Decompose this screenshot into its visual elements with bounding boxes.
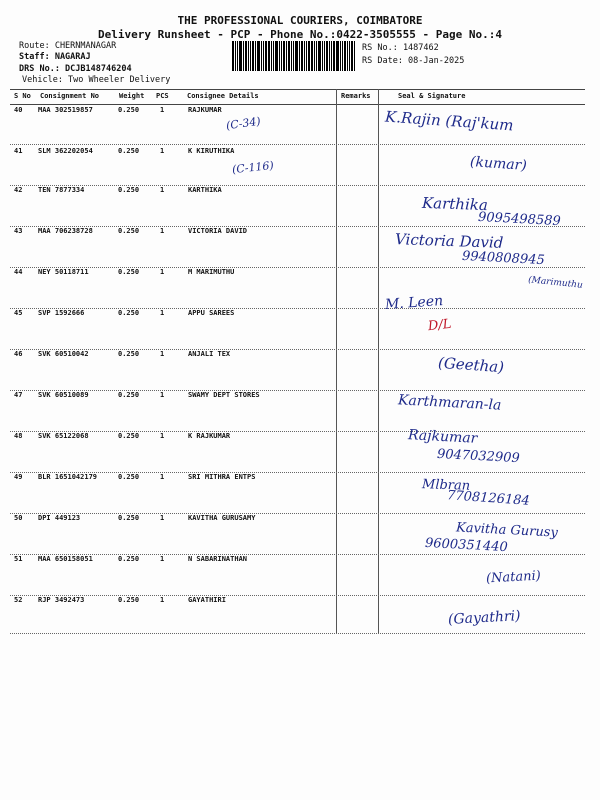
handwritten-phone: 9940808945 (461, 248, 546, 269)
row-weight: 0.250 (118, 391, 140, 399)
row-sno: 42 (14, 186, 23, 194)
col-header-pcs: PCS (156, 92, 169, 100)
barcode-bar (318, 41, 321, 71)
row-consignee: N SABARINATHAN (188, 555, 248, 563)
barcode-bar (324, 41, 325, 71)
row-consignment: RJP 3492473 (38, 596, 85, 604)
barcode-bar (311, 41, 313, 71)
row-pcs: 1 (160, 350, 165, 358)
barcode-bar (271, 41, 272, 71)
row-weight: 0.250 (118, 147, 140, 155)
row-sno: 41 (14, 147, 23, 155)
row-weight: 0.250 (118, 106, 140, 114)
handwritten-signature: Karthika (421, 193, 489, 215)
barcode-bar (299, 41, 300, 71)
row-weight: 0.250 (118, 596, 140, 604)
barcode-bar (275, 41, 278, 71)
row-pcs: 1 (160, 106, 165, 114)
table-row (0, 309, 600, 350)
barcode-bar (265, 41, 267, 71)
row-sno: 51 (14, 555, 23, 563)
handwritten-signature: Karthmaran-la (397, 392, 502, 414)
barcode-bar (347, 41, 348, 71)
handwritten-phone: 9600351440 (424, 535, 509, 556)
barcode-bar (248, 41, 249, 71)
barcode-bar (329, 41, 330, 71)
barcode-bar (306, 41, 307, 71)
barcode-bar (273, 41, 274, 71)
row-consignee: SWAMY DEPT STORES (188, 391, 260, 399)
row-divider (10, 472, 585, 473)
row-sno: 49 (14, 473, 23, 481)
row-consignee: VICTORIA DAVID (188, 227, 248, 235)
staff-label: Staff: NAGARAJ (19, 52, 91, 62)
row-weight: 0.250 (118, 227, 140, 235)
barcode-bar (288, 41, 290, 71)
barcode-bar (255, 41, 256, 71)
row-consignment: SVP 1592666 (38, 309, 85, 317)
barcode-bar (304, 41, 305, 71)
handwritten-signature: M. Leen (384, 292, 444, 314)
barcode-bar (333, 41, 335, 71)
row-consignee: ANJALI TEX (188, 350, 231, 358)
row-pcs: 1 (160, 186, 165, 194)
barcode-bar (344, 41, 346, 71)
barcode-bar (232, 41, 234, 71)
barcode-bar (301, 41, 303, 71)
barcode-bar (279, 41, 280, 71)
row-consignment: SLM 362202054 (38, 147, 93, 155)
handwritten-phone: 9095498589 (477, 209, 562, 230)
barcode-bar (308, 41, 310, 71)
row-divider (10, 431, 585, 432)
barcode-bar (295, 41, 298, 71)
row-sno: 48 (14, 432, 23, 440)
barcode-bar (314, 41, 315, 71)
row-consignment: MAA 706238728 (38, 227, 93, 235)
row-divider (10, 390, 585, 391)
row-pcs: 1 (160, 514, 165, 522)
barcode-bar (293, 41, 294, 71)
row-consignee: KARTHIKA (188, 186, 222, 194)
row-weight: 0.250 (118, 309, 140, 317)
route-label: Route: CHERNMANAGAR (19, 41, 117, 51)
row-divider (10, 267, 585, 268)
row-consignee: SRI MITHRA ENTPS (188, 473, 256, 481)
col-header-signature: Seal & Signature (398, 92, 466, 100)
row-consignment: TEN 7877334 (38, 186, 85, 194)
row-sno: 43 (14, 227, 23, 235)
row-divider (10, 226, 585, 227)
row-weight: 0.250 (118, 350, 140, 358)
row-divider (10, 513, 585, 514)
row-weight: 0.250 (118, 514, 140, 522)
table-row (0, 268, 600, 309)
table-top-border (10, 89, 585, 90)
table-row (0, 350, 600, 391)
barcode-bar (268, 41, 270, 71)
barcode-bar (351, 41, 353, 71)
drs-number: DRS No.: DCJB148746204 (19, 64, 132, 74)
barcode-bar (286, 41, 287, 71)
row-pcs: 1 (160, 391, 165, 399)
barcode-bar (336, 41, 339, 71)
row-weight: 0.250 (118, 473, 140, 481)
barcode-bar (326, 41, 328, 71)
row-consignee: M MARIMUTHU (188, 268, 235, 276)
barcode-bar (283, 41, 285, 71)
handwritten-signature: Victoria David (394, 230, 504, 252)
col-header-consignee: Consignee Details (187, 92, 259, 100)
row-consignment: NEY 50118711 (38, 268, 89, 276)
barcode-bar (239, 41, 242, 71)
row-divider (10, 633, 585, 634)
handwritten-phone: 9047032909 (436, 446, 521, 467)
barcode-bar (281, 41, 282, 71)
row-pcs: 1 (160, 596, 165, 604)
barcode-bar (263, 41, 264, 71)
barcode-bar (250, 41, 251, 71)
handwritten-remark: D/L (427, 316, 453, 335)
row-weight: 0.250 (118, 555, 140, 563)
handwritten-name: (Marimuthu (527, 275, 584, 291)
row-divider (10, 595, 585, 596)
barcode-bar (237, 41, 238, 71)
barcode-bar (322, 41, 323, 71)
row-consignee: K KIRUTHIKA (188, 147, 235, 155)
barcode-bar (340, 41, 341, 71)
handwritten-note: (C-34) (225, 114, 262, 133)
handwritten-signature: (kumar) (469, 154, 528, 174)
row-consignee: KAVITHA GURUSAMY (188, 514, 256, 522)
barcode-bar (349, 41, 350, 71)
row-consignment: BLR 1651042179 (38, 473, 98, 481)
row-weight: 0.250 (118, 432, 140, 440)
handwritten-signature: Rajkumar (407, 427, 478, 447)
barcode-bar (291, 41, 292, 71)
col-header-sno: S No (14, 92, 31, 100)
row-consignment: SVK 60510089 (38, 391, 89, 399)
barcode-bar (257, 41, 260, 71)
barcode-bar (316, 41, 317, 71)
handwritten-phone: 7708126184 (446, 488, 531, 509)
col-header-remarks: Remarks (341, 92, 371, 100)
row-pcs: 1 (160, 268, 165, 276)
row-consignment: MAA 650158051 (38, 555, 93, 563)
barcode (232, 41, 356, 71)
row-sno: 40 (14, 106, 23, 114)
row-sno: 46 (14, 350, 23, 358)
barcode-bar (261, 41, 262, 71)
handwritten-signature: (Natani) (485, 568, 542, 587)
barcode-bar (354, 41, 355, 71)
company-title: THE PROFESSIONAL COURIERS, COIMBATORE (177, 14, 423, 27)
row-weight: 0.250 (118, 268, 140, 276)
row-sno: 47 (14, 391, 23, 399)
row-sno: 45 (14, 309, 23, 317)
row-sno: 50 (14, 514, 23, 522)
barcode-bar (243, 41, 244, 71)
barcode-bar (252, 41, 254, 71)
col-header-weight: Weight (119, 92, 145, 100)
row-consignee: APPU SAREES (188, 309, 235, 317)
row-consignee: GAYATHIRI (188, 596, 226, 604)
handwritten-signature: Kavitha Gurusy (455, 520, 559, 541)
row-pcs: 1 (160, 227, 165, 235)
row-pcs: 1 (160, 555, 165, 563)
row-pcs: 1 (160, 473, 165, 481)
barcode-bar (342, 41, 343, 71)
row-sno: 44 (14, 268, 23, 276)
row-divider (10, 349, 585, 350)
row-pcs: 1 (160, 309, 165, 317)
barcode-bar (235, 41, 236, 71)
handwritten-signature: (Gayathri) (447, 608, 521, 628)
row-consignee: K RAJKUMAR (188, 432, 231, 440)
handwritten-signature: (Geetha) (437, 353, 505, 377)
row-pcs: 1 (160, 147, 165, 155)
col-header-consignment: Consignment No (40, 92, 100, 100)
vehicle-label: Vehicle: Two Wheeler Delivery (22, 75, 171, 85)
barcode-bar (245, 41, 247, 71)
row-consignment: MAA 302519857 (38, 106, 93, 114)
row-sno: 52 (14, 596, 23, 604)
rs-number: RS No.: 1487462 (362, 43, 439, 53)
row-consignee: RAJKUMAR (188, 106, 222, 114)
handwritten-signature: K.Rajin (Raj'kum (384, 107, 515, 135)
handwritten-signature: Mlbran (421, 477, 471, 494)
row-weight: 0.250 (118, 186, 140, 194)
rs-date: RS Date: 08-Jan-2025 (362, 56, 465, 66)
row-divider (10, 308, 585, 309)
row-divider (10, 144, 585, 145)
table-row (0, 391, 600, 432)
handwritten-note: (C-116) (231, 158, 275, 177)
barcode-bar (331, 41, 332, 71)
row-consignment: DPI 449123 (38, 514, 81, 522)
row-consignment: SVK 65122068 (38, 432, 89, 440)
row-consignment: SVK 60510042 (38, 350, 89, 358)
row-pcs: 1 (160, 432, 165, 440)
runsheet-subtitle: Delivery Runsheet - PCP - Phone No.:0422-3505555 - Page No.:4 (98, 28, 502, 41)
row-divider (10, 185, 585, 186)
